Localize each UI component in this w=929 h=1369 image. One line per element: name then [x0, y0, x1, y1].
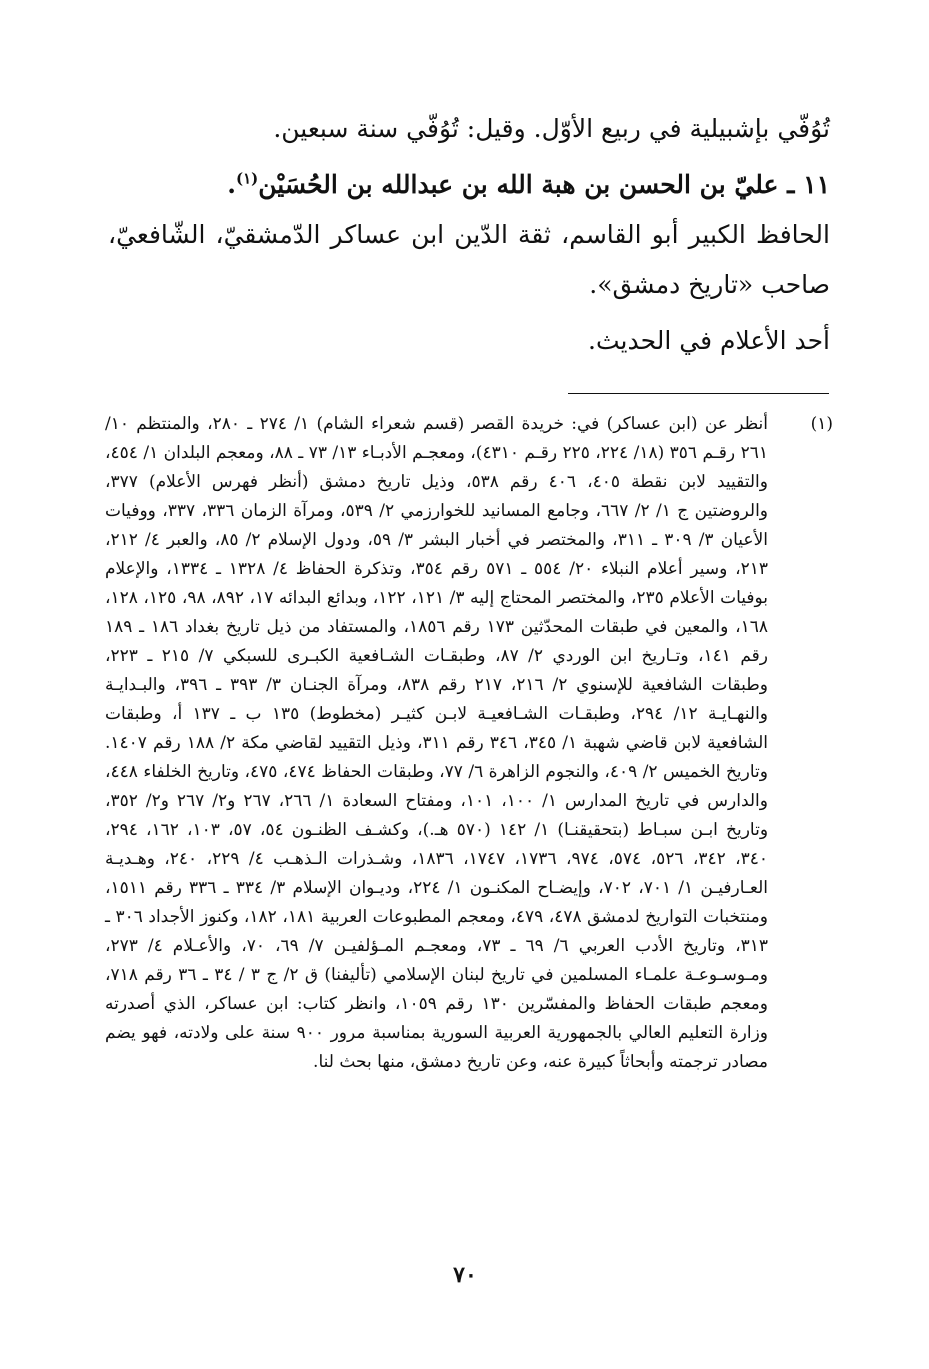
biography-text: الحافظ الكبير أبو القاسم، ثقة الدّين ابن عساكر الدّمشقيّ، الشّافعيّ، صاحب «تاريخ دمشق».: [108, 220, 830, 299]
entry-heading: [108, 160, 830, 210]
footnote: [105, 410, 833, 1077]
footnote-reference: (١): [235, 169, 259, 188]
footnote-divider: [568, 393, 829, 394]
page-number: ٧٠: [453, 1262, 477, 1288]
closing-line: أحد الأعلام في الحديث.: [588, 326, 830, 355]
entry-heading-end: .: [227, 170, 236, 199]
entry-heading-text: ١١ ـ عليّ بن الحسن بن هبة الله بن عبدالله بن الحُسَيْن: [258, 170, 830, 199]
main-text-block: [108, 104, 830, 366]
footnote-marker: (١): [810, 414, 833, 434]
death-note-line: تُوُفّي بإشبيلية في ربيع الأوّل. وقيل: تُوُفّي سنة سبعين.: [273, 114, 830, 143]
footnote-text: أنظر عن (ابن عساكر) في: خريدة القصر (قسم شعراء الشام) ١/ ٢٧٤ ـ ٢٨٠، والمنتظم ١٠/ ٢٦١ رقـم ٣٥٦ (١٨/ ٢٢٤، ٢٢٥ رقـم ٤٣١٠)، ومعجـم الأدبـاء ١٣/ ٧٣ ـ ٨٨، ومعجم البلدان ١/ ٤٥٤، والتقييد لابن نقطة ٤٠٥، ٤٠٦ رقم ٥٣٨، وذيل تاريخ دمشق (أنظر فهرس الأعلام) ٣٧٧، والروضتين ج ١/ ٢/ ٦٦٧، وجامع المسانيد للخوارزمي ٢/ ٥٣٩، ومرآة الزمان ٣٣٦، ٣٣٧، ووفيات الأعيان ٣/ ٣٠٩ ـ ٣١١، والمختصر في أخبار البشر ٣/ ٥٩، ودول الإسلام ٢/ ٨٥، والعبر ٤/ ٢١٢، ٢١٣، وسير أعلام النبلاء ٢٠/ ٥٥٤ ـ ٥٧١ رقم ٣٥٤، وتذكرة الحفاظ ٤/ ١٣٢٨ ـ ١٣٣٤، والإعلام بوفيات الأعلام ٢٣٥، والمختصر المحتاج إليه ٣/ ١٢١، ١٢٢، وبدائع البدائه ١٧، ٨٩٢، ٩٨، ١٢٥، ١٢٨، ١٦٨، والمعين في طبقات المحدّثين ١٧٣ رقم ١٨٥٦، والمستفاد من ذيل تاريخ بغداد ١٨٦ ـ ١٨٩ رقم ١٤١، وتـاريخ ابن الوردي ٢/ ٨٧، وطبقـات الشـافعية الكبـرى للسبكي ٧/ ٢١٥ ـ ٢٢٣، وطبقات الشافعية للإسنوي ٢/ ٢١٦، ٢١٧ رقم ٨٣٨، ومرآة الجنـان ٣/ ٣٩٣ ـ ٣٩٦، والبـدايـة والنهـايـة ١٢/ ٢٩٤، وطبقـات الشـافعيـة لابـن كثيـر (مخطوط) ١٣٥ ب ـ ١٣٧ أ، وطبقات الشافعية لابن قاضي شهبة ١/ ٣٤٥، ٣٤٦ رقم ٣١١، وذيل التقييد لقاضي مكة ٢/ ١٨٨ رقم ١٤٠٧. وتاريخ الخميس ٢/ ٤٠٩، والنجوم الزاهرة ٦/ ٧٧، وطبقات الحفاظ ٤٧٤، ٤٧٥، وتاريخ الخلفاء ٤٤٨، والدارس في تاريخ المدارس ١/ ١٠٠، ١٠١، ومفتاح السعادة ١/ ٢٦٦، ٢٦٧ و٢/ ٢٦٧ و٢/ ٣٥٢، وتاريخ ابـن سبـاط (بتحقيقنـا) ١/ ١٤٢ (٥٧٠ هـ.)، وكشـف الظنـون ٥٤، ٥٧، ١٠٣، ١٦٢، ٢٩٤، ٣٤٠، ٣٤٢، ٥٢٦، ٥٧٤، ٩٧٤، ١٧٣٦، ١٧٤٧، ١٨٣٦، وشـذرات الـذهـب ٤/ ٢٢٩، ٢٤٠، وهـديـة العـارفيـن ١/ ٧٠١، ٧٠٢، وإيضـاح المكنـون ١/ ٢٢٤، وديـوان الإسلام ٣/ ٣٣٤ ـ ٣٣٦ رقم ١٥١١، ومنتخبات التواريخ لدمشق ٤٧٨، ٤٧٩، ومعجم المطبوعات العربية ١٨١، ١٨٢، وكنوز الأجداد ٣٠٦ ـ ٣١٣، وتاريخ الأدب العربي ٦/ ٦٩ ـ ٧٣، ومعجـم المـؤلفيـن ٧/ ٦٩، ٧٠، والأعـلام ٤/ ٢٧٣، ومـوسـوعـة علمـاء المسلمين في تاريخ لبنان الإسلامي (تأليفنا) ق ٢/ ج ٣ / ٣٤ ـ ٣٦ رقم ٧١٨، ومعجم طبقات الحفاظ والمفسّرين ١٣٠ رقم ١٠٥٩، وانظر كتاب: ابن عساكر، الذي أصدرته وزارة التعليم العالي بالجمهورية العربية السورية بمناسبة مرور ٩٠٠ سنة على ولادته، فهو يضم مصادر ترجمته وأبحاثاً كبيرة عنه، وعن تاريخ دمشق، منها بحث لنا.: [105, 414, 769, 1072]
